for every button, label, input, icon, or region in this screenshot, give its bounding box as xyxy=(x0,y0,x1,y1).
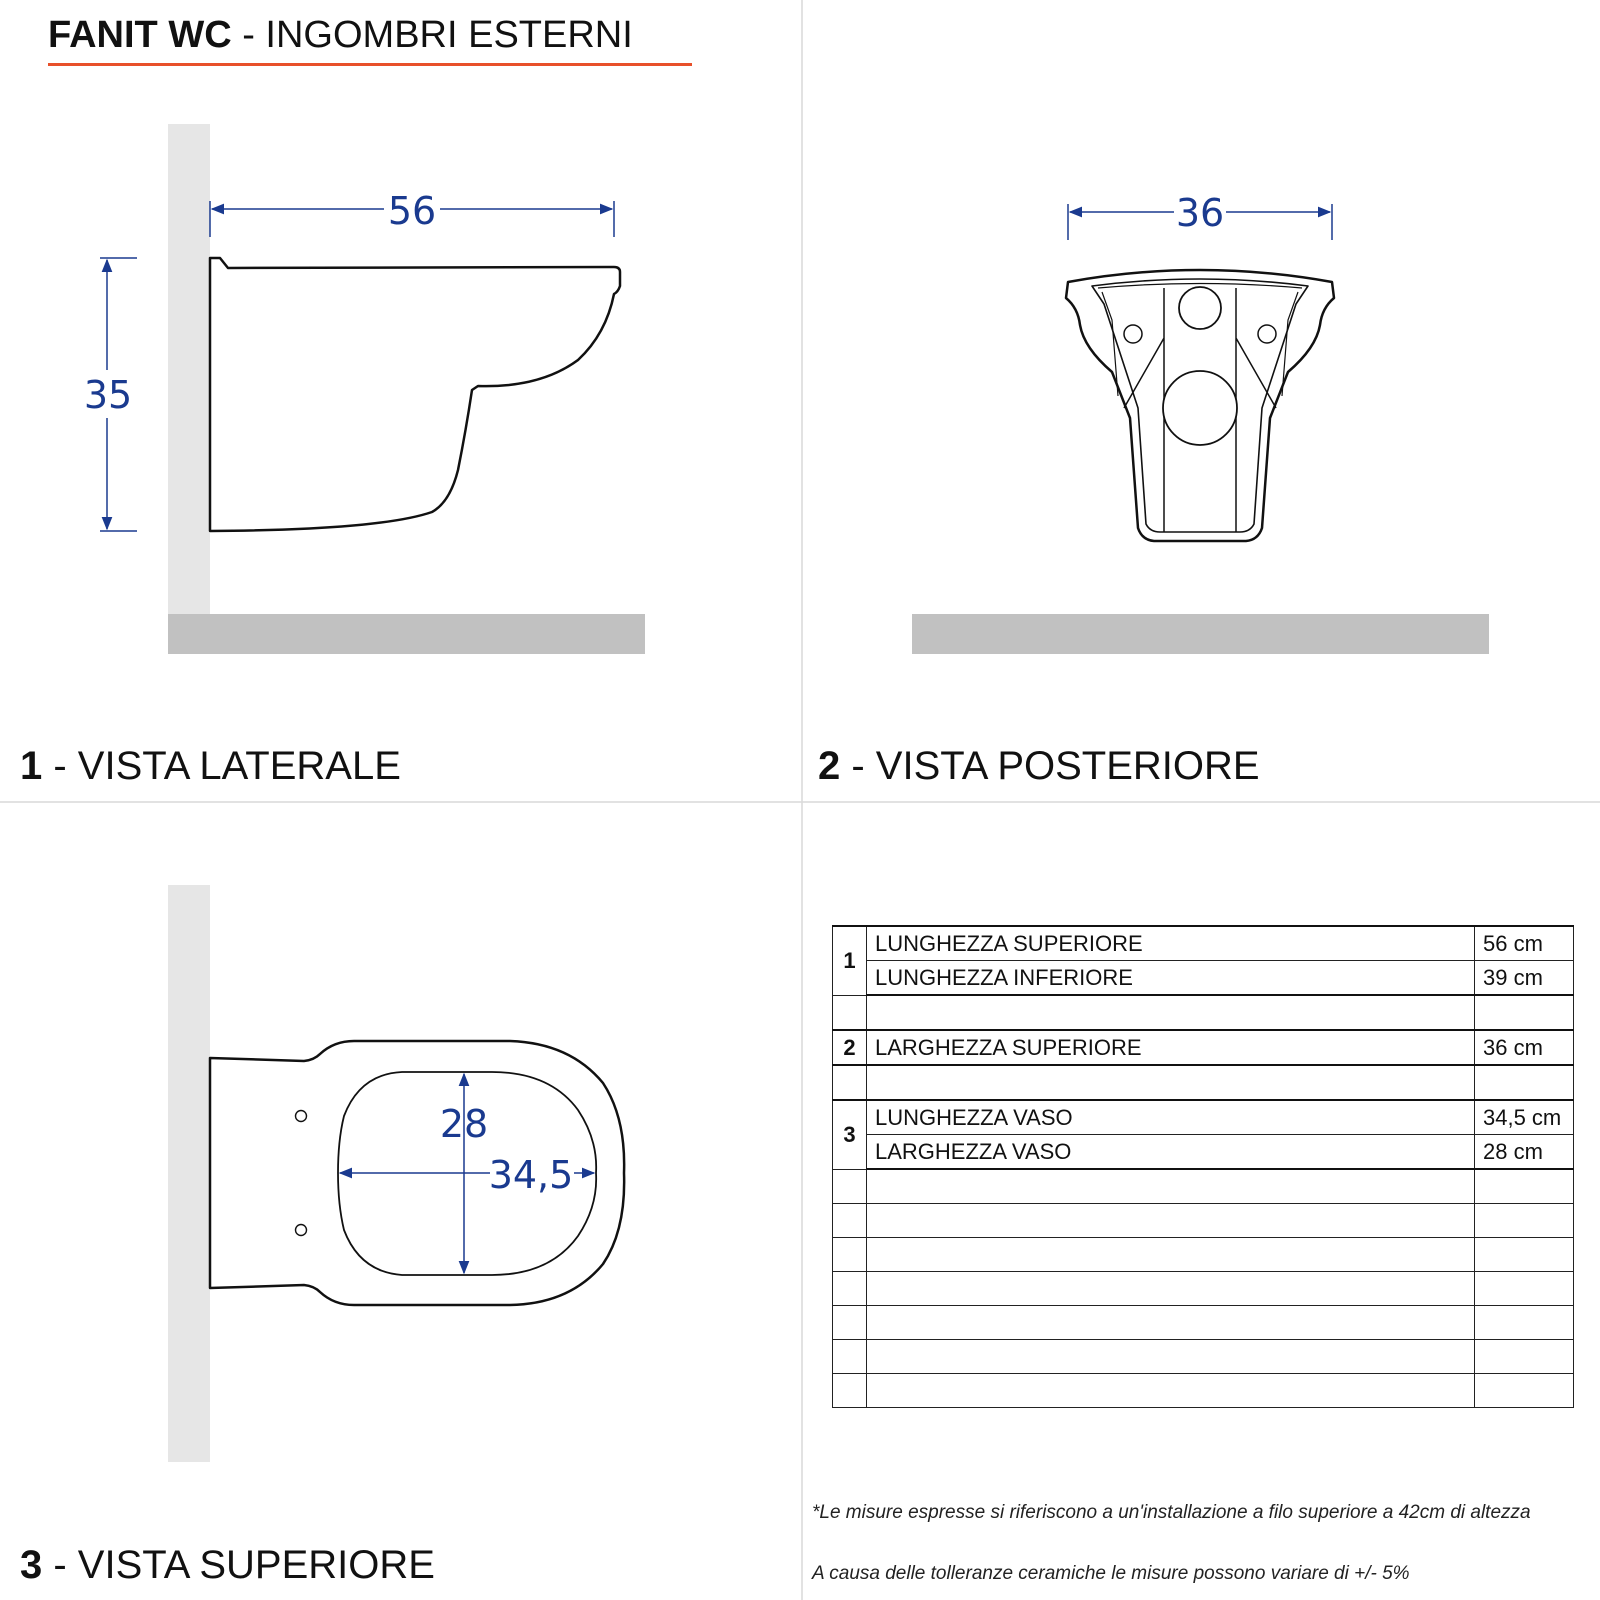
table-cell-label xyxy=(867,995,1475,1030)
table-cell-label: LARGHEZZA VASO xyxy=(867,1135,1475,1170)
rear-view xyxy=(912,191,1489,654)
dimensions-table xyxy=(832,925,1574,1408)
table-row xyxy=(833,995,1574,1030)
table-cell-label xyxy=(867,1272,1475,1306)
brand-name: FANIT WC xyxy=(48,14,232,56)
table-cell-value xyxy=(1475,1238,1574,1272)
title-separator: - xyxy=(231,14,266,56)
title-subtitle: INGOMBRI ESTERNI xyxy=(265,14,633,56)
installation-note: *Le misure espresse si riferiscono a un'installazione a filo superiore a 42cm di altezza xyxy=(812,1502,1531,1523)
table-cell-value: 34,5 cm xyxy=(1475,1100,1574,1135)
table-row xyxy=(833,926,1574,961)
view-label-rear xyxy=(818,744,1260,789)
table-cell-value xyxy=(1475,995,1574,1030)
table-group-number xyxy=(833,995,867,1030)
table-group-number xyxy=(833,1204,867,1238)
view-number: 3 xyxy=(20,1543,43,1587)
table-cell-value xyxy=(1475,1204,1574,1238)
wc-side-outline xyxy=(210,258,620,531)
side-length-label: 56 xyxy=(387,189,437,233)
wall xyxy=(168,885,210,1462)
table-row xyxy=(833,1374,1574,1408)
table-cell-value xyxy=(1475,1169,1574,1204)
table-row xyxy=(833,1272,1574,1306)
table-row xyxy=(833,961,1574,996)
table-cell-label xyxy=(867,1340,1475,1374)
table-cell-label xyxy=(867,1238,1475,1272)
table-group-number xyxy=(833,1374,867,1408)
table-cell-label xyxy=(867,1204,1475,1238)
table-group-number xyxy=(833,1306,867,1340)
table-group-number xyxy=(833,1272,867,1306)
side-height-label: 35 xyxy=(83,373,133,417)
table-group-number: 2 xyxy=(833,1030,867,1065)
page-title xyxy=(48,14,633,57)
rear-fixing-hole xyxy=(1258,325,1276,343)
table-cell-label xyxy=(867,1306,1475,1340)
rear-width-label: 36 xyxy=(1175,191,1225,235)
table-cell-value xyxy=(1475,1272,1574,1306)
table-row xyxy=(833,1100,1574,1135)
table-group-number xyxy=(833,1238,867,1272)
rear-water-inlet xyxy=(1179,287,1221,329)
top-width-label: 28 xyxy=(439,1102,489,1146)
view-name: VISTA LATERALE xyxy=(77,744,401,788)
table-row xyxy=(833,1135,1574,1170)
top-length-label: 34,5 xyxy=(488,1153,574,1197)
view-number: 2 xyxy=(818,744,841,788)
view-separator: - xyxy=(42,1543,78,1587)
table-group-number: 1 xyxy=(833,926,867,995)
side-view xyxy=(84,124,645,654)
table-row xyxy=(833,1340,1574,1374)
table-cell-label: LUNGHEZZA VASO xyxy=(867,1100,1475,1135)
table-cell-value xyxy=(1475,1374,1574,1408)
rear-drain-outlet xyxy=(1163,371,1237,445)
table-group-number xyxy=(833,1340,867,1374)
view-separator: - xyxy=(840,744,876,788)
table-cell-label: LARGHEZZA SUPERIORE xyxy=(867,1030,1475,1065)
table-row xyxy=(833,1238,1574,1272)
tolerance-note: A causa delle tolleranze ceramiche le misure possono variare di +/- 5% xyxy=(812,1563,1410,1584)
wall xyxy=(168,124,210,614)
seat-hinge-hole xyxy=(296,1111,307,1122)
table-cell-value: 56 cm xyxy=(1475,926,1574,961)
table-cell-label xyxy=(867,1169,1475,1204)
rear-fixing-hole xyxy=(1124,325,1142,343)
table-cell-value: 39 cm xyxy=(1475,961,1574,996)
table-group-number: 3 xyxy=(833,1100,867,1169)
view-name: VISTA SUPERIORE xyxy=(77,1543,435,1587)
table-row xyxy=(833,1065,1574,1100)
floor xyxy=(168,614,645,654)
table-cell-value xyxy=(1475,1306,1574,1340)
table-cell-value xyxy=(1475,1340,1574,1374)
table-cell-label xyxy=(867,1374,1475,1408)
top-view xyxy=(168,885,624,1462)
title-underline xyxy=(48,63,692,66)
table-row xyxy=(833,1169,1574,1204)
floor xyxy=(912,614,1489,654)
table-row xyxy=(833,1030,1574,1065)
table-cell-value: 28 cm xyxy=(1475,1135,1574,1170)
table-cell-value: 36 cm xyxy=(1475,1030,1574,1065)
table-cell-label xyxy=(867,1065,1475,1100)
table-cell-value xyxy=(1475,1065,1574,1100)
table-cell-label: LUNGHEZZA SUPERIORE xyxy=(867,926,1475,961)
table-group-number xyxy=(833,1169,867,1204)
view-name: VISTA POSTERIORE xyxy=(875,744,1260,788)
view-number: 1 xyxy=(20,744,43,788)
table-row xyxy=(833,1204,1574,1238)
view-label-side xyxy=(20,744,401,789)
seat-hinge-hole xyxy=(296,1225,307,1236)
view-label-top xyxy=(20,1543,435,1588)
table-row xyxy=(833,1306,1574,1340)
table-group-number xyxy=(833,1065,867,1100)
view-separator: - xyxy=(42,744,78,788)
table-cell-label: LUNGHEZZA INFERIORE xyxy=(867,961,1475,996)
